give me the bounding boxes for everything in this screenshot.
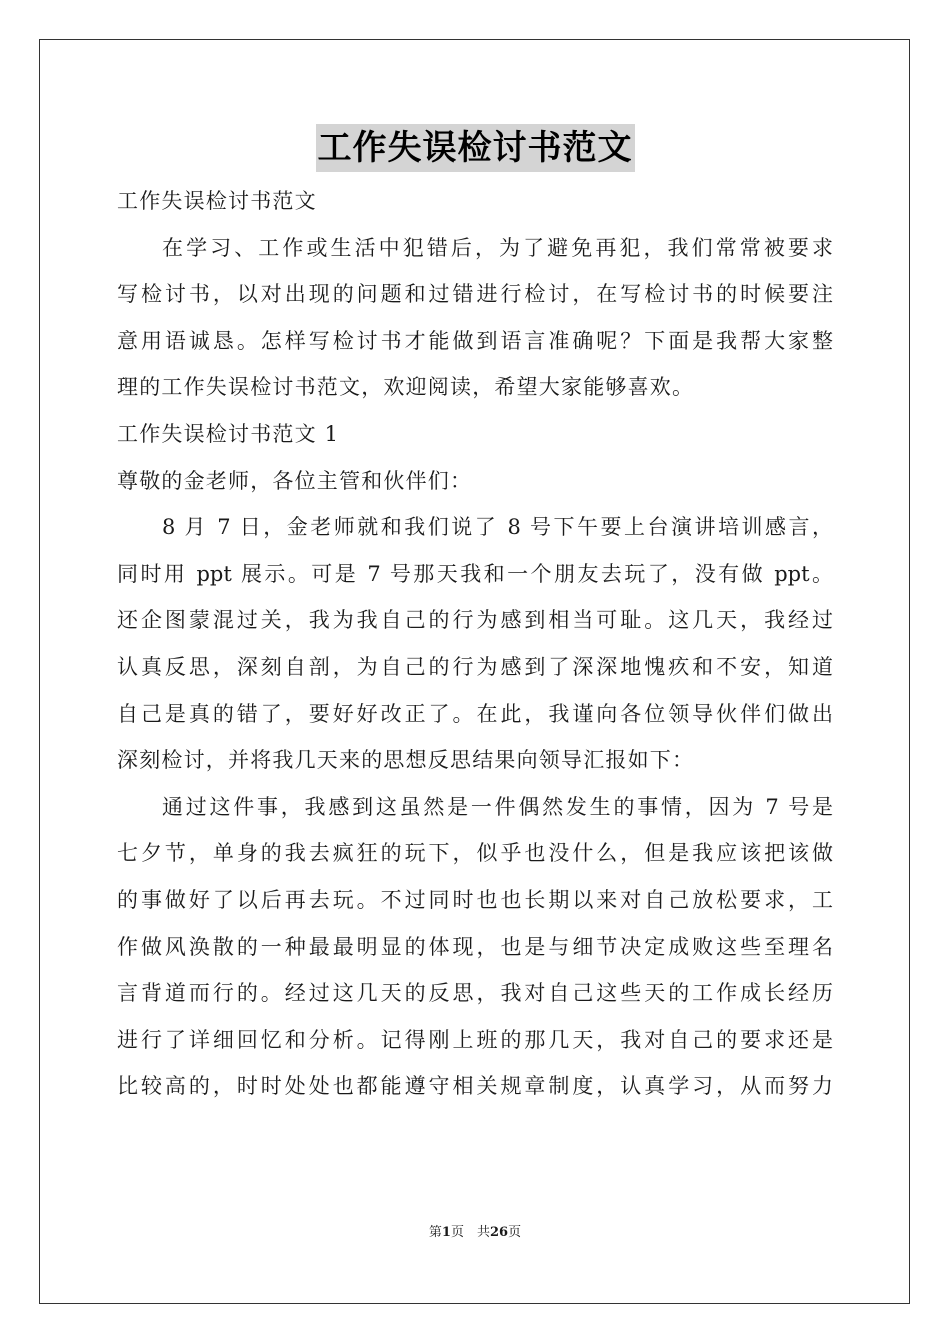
page-footer <box>0 1221 950 1240</box>
paragraph-line: 比较高的，时时处处也都能遵守相关规章制度，认真学习，从而努力 <box>117 1074 833 1099</box>
title-container <box>0 124 950 172</box>
intro-line: 写检讨书，以对出现的问题和过错进行检讨，在写检讨书的时候要注 <box>117 282 833 307</box>
page-label-suffix: 页 <box>508 1225 522 1240</box>
paragraph-line: 8 月 7 日，金老师就和我们说了 8 号下午要上台演讲培训感言， <box>162 515 833 540</box>
paragraph-line: 深刻检讨，并将我几天来的思想反思结果向领导汇报如下： <box>117 748 695 773</box>
section-title: 工作失误检讨书范文 1 <box>117 421 340 446</box>
paragraph-line: 自己是真的错了，要好好改正了。在此，我谨向各位领导伙伴们做出 <box>117 701 833 726</box>
document-body <box>117 178 833 1110</box>
paragraph-line: 七夕节，单身的我去疯狂的玩下，似乎也没什么，但是我应该把该做 <box>117 841 833 866</box>
salutation: 尊敬的金老师，各位主管和伙伴们： <box>117 468 473 493</box>
page-label-prefix: 第 <box>428 1225 442 1240</box>
intro-line: 在学习、工作或生活中犯错后，为了避免再犯，我们常常被要求 <box>162 235 833 260</box>
total-pages-number: 26 <box>489 1225 509 1240</box>
document-title: 工作失误检讨书范文 <box>316 124 635 172</box>
intro-line: 意用语诚恳。怎样写检讨书才能做到语言准确呢？下面是我帮大家整 <box>117 328 833 353</box>
paragraph-line: 作做风涣散的一种最最明显的体现，也是与细节决定成败这些至理名 <box>117 934 833 959</box>
page-label-mid: 页 共 <box>450 1225 490 1240</box>
paragraph-line: 通过这件事，我感到这虽然是一件偶然发生的事情，因为 7 号是 <box>162 794 833 819</box>
paragraph-line: 还企图蒙混过关，我为我自己的行为感到相当可耻。这几天，我经过 <box>117 608 833 633</box>
paragraph-line: 的事做好了以后再去玩。不过同时也也长期以来对自己放松要求，工 <box>117 887 833 912</box>
paragraph-line: 认真反思，深刻自剖，为自己的行为感到了深深地愧疚和不安，知道 <box>117 654 833 679</box>
current-page-number: 1 <box>441 1225 451 1240</box>
paragraph-line: 同时用 ppt 展示。可是 7 号那天我和一个朋友去玩了，没有做 ppt。 <box>117 561 833 586</box>
document-heading: 工作失误检讨书范文 <box>117 189 317 213</box>
intro-line: 理的工作失误检讨书范文，欢迎阅读，希望大家能够喜欢。 <box>117 375 695 400</box>
paragraph-line: 言背道而行的。经过这几天的反思，我对自己这些天的工作成长经历 <box>117 981 833 1006</box>
paragraph-line: 进行了详细回忆和分析。记得刚上班的那几天，我对自己的要求还是 <box>117 1027 833 1052</box>
